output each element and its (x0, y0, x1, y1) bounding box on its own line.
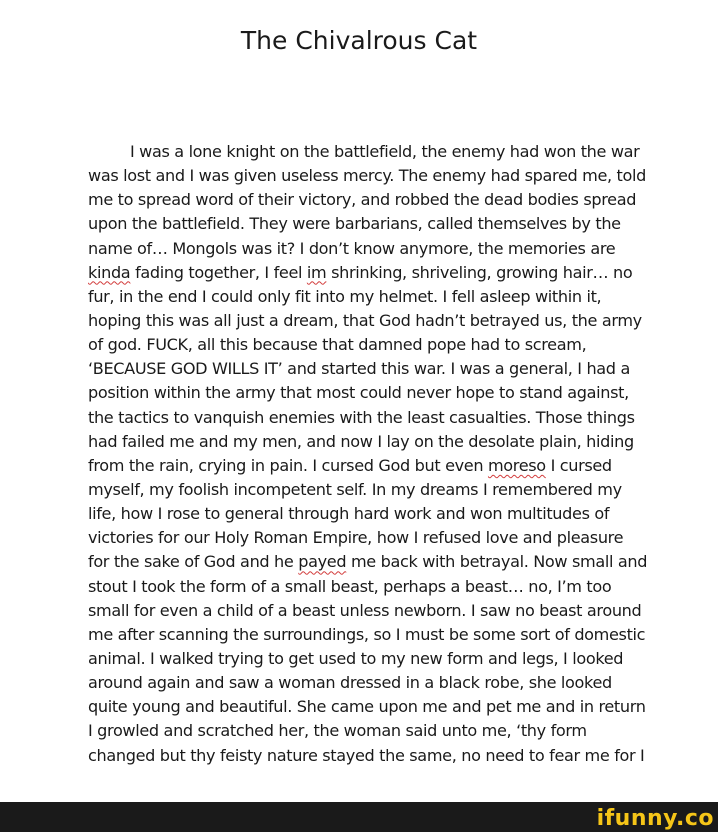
text-line (88, 261, 648, 285)
text-line (88, 381, 648, 405)
text-segment: I cursed (545, 455, 612, 475)
text-line (88, 333, 648, 357)
text-segment: the tactics to vanquish enemies with the least casualties. Those things (88, 407, 635, 427)
text-line (88, 744, 648, 768)
spellcheck-flagged-word: moreso (487, 455, 546, 475)
text-segment: fur, in the end I could only fit into my helmet. I fell asleep within it, (88, 286, 602, 306)
text-segment: from the rain, crying in pain. I cursed God but even (88, 455, 488, 475)
text-segment: ‘BECAUSE GOD WILLS IT’ and started this war. I was a general, I had a (88, 359, 630, 379)
text-segment: had failed me and my men, and now I lay on the desolate plain, hiding (88, 431, 634, 451)
text-segment: stout I took the form of a small beast, perhaps a beast… no, I’m too (88, 576, 612, 596)
text-line (88, 237, 648, 261)
spellcheck-flagged-word: payed (298, 552, 347, 572)
text-line (88, 478, 648, 502)
text-line (88, 550, 648, 574)
document-title: The Chivalrous Cat (240, 26, 478, 55)
text-segment: upon the battlefield. They were barbarians, called themselves by the (88, 214, 621, 234)
text-segment: hoping this was all just a dream, that God hadn’t betrayed us, the army (88, 310, 642, 330)
text-segment: position within the army that most could never hope to stand against, (88, 383, 629, 403)
text-line (88, 526, 648, 550)
text-line (88, 188, 648, 212)
text-segment: name of… Mongols was it? I don’t know anymore, the memories are (88, 238, 616, 258)
text-line (88, 502, 648, 526)
text-segment: me to spread word of their victory, and robbed the dead bodies spread (88, 190, 637, 210)
text-line (88, 164, 648, 188)
spellcheck-flagged-word: kinda (88, 262, 131, 282)
text-segment: for the sake of God and he (88, 552, 299, 572)
spellcheck-flagged-word: im (306, 262, 327, 282)
text-segment: I was a lone knight on the battlefield, the enemy had won the war (130, 142, 640, 161)
text-line (88, 575, 648, 599)
text-line (88, 309, 648, 333)
text-segment: quite young and beautiful. She came upon me and pet me and in return (88, 697, 646, 717)
text-segment: around again and saw a woman dressed in a black robe, she looked (88, 673, 612, 693)
text-line (88, 454, 648, 478)
text-segment: myself, my foolish incompetent self. In my dreams I remembered my (88, 479, 622, 499)
footer-bar (0, 802, 718, 832)
text-segment: was lost and I was given useless mercy. The enemy had spared me, told (88, 166, 646, 186)
text-segment: changed but thy feisty nature stayed the same, no need to fear me for I (88, 745, 645, 765)
text-line (88, 623, 648, 647)
text-segment: I growled and scratched her, the woman said unto me, ‘thy form (88, 721, 587, 741)
text-line (88, 285, 648, 309)
text-line (88, 599, 648, 623)
text-line (88, 647, 648, 671)
text-segment: victories for our Holy Roman Empire, how I refused love and pleasure (88, 528, 624, 548)
text-segment: life, how I rose to general through hard work and won multitudes of (88, 504, 610, 524)
text-line (88, 140, 648, 164)
text-segment: animal. I walked trying to get used to my new form and legs, I looked (88, 648, 624, 668)
text-line (88, 212, 648, 236)
text-line (88, 671, 648, 695)
text-segment: me after scanning the surroundings, so I must be some sort of domestic (88, 624, 646, 644)
text-segment: small for even a child of a beast unless newborn. I saw no beast around (88, 600, 642, 620)
text-segment: of god. FUCK, all this because that damned pope had to scream, (88, 335, 587, 355)
text-segment: me back with betrayal. Now small and (346, 552, 648, 572)
text-line (88, 695, 648, 719)
ifunny-watermark: ifunny.co (596, 806, 714, 831)
document-body (88, 140, 648, 768)
text-line (88, 719, 648, 743)
text-line (88, 406, 648, 430)
text-line (88, 357, 648, 381)
text-line (88, 430, 648, 454)
text-segment: fading together, I feel (130, 262, 307, 282)
text-segment: shrinking, shriveling, growing hair… no (326, 262, 633, 282)
